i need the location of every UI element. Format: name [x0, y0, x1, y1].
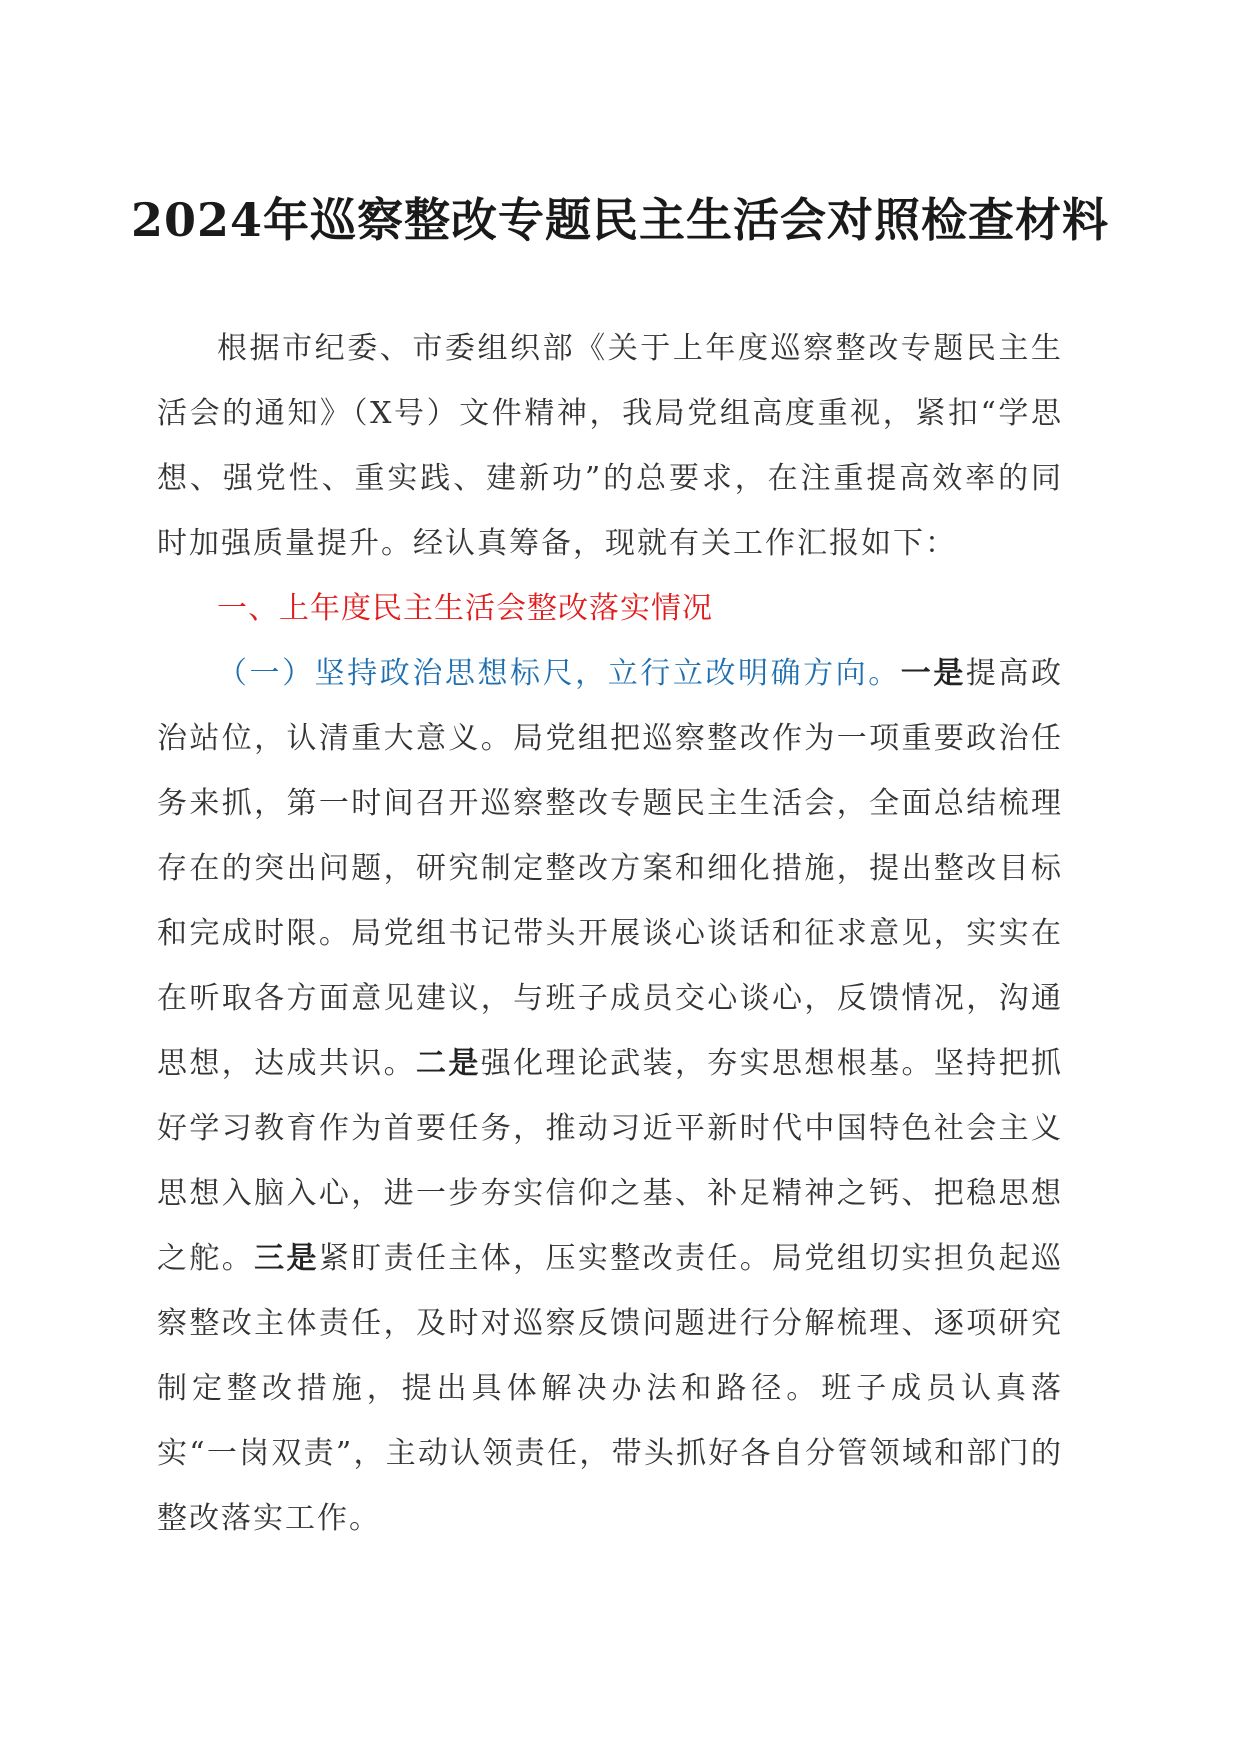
subsection-1-text-1: 提高政治站位，认清重大意义。局党组把巡察整改作为一项重要政治任务来抓，第一时间召开巡察整改专题民主生活会，全面总结梳理存在的突出问题，研究制定整改方案和细化措施，提出整改目标和完成时限。局党组书记带头开展谈心谈话和征求意见，实实在在听取各方面意见建议，与班子成员交心谈心，反馈情况，沟通思想，达成共识。 [157, 656, 1064, 1081]
subsection-1-heading: （一）坚持政治思想标尺，立行立改明确方向。 [217, 656, 901, 691]
subsection-1-text-3: 紧盯责任主体，压实整改责任。局党组切实担负起巡察整改主体责任，及时对巡察反馈问题进行分解梳理、逐项研究制定整改措施，提出具体解决办法和路径。班子成员认真落实“一岗双责”，主动认领责任，带头抓好各自分管领域和部门的整改落实工作。 [157, 1241, 1064, 1536]
subsection-1-text-2: 强化理论武装，夯实思想根基。坚持把抓好学习教育作为首要任务，推动习近平新时代中国特色社会主义思想入脑入心，进一步夯实信仰之基、补足精神之钙、把稳思想之舵。 [157, 1046, 1064, 1276]
section-1-paragraph [157, 576, 1063, 641]
document-title: 2024年巡察整改专题民主生活会对照检查材料 [130, 193, 1110, 247]
keyword-second: 二是 [415, 1046, 481, 1081]
document-body [157, 316, 1063, 1551]
subsection-1-paragraph [157, 641, 1063, 1551]
keyword-third: 三是 [254, 1241, 319, 1276]
intro-paragraph: 根据市纪委、市委组织部《关于上年度巡察整改专题民主生活会的通知》（X号）文件精神，我局党组高度重视，紧扣“学思想、强党性、重实践、建新功”的总要求，在注重提高效率的同时加强质量提升。经认真筹备，现就有关工作汇报如下： [157, 331, 1063, 561]
section-1-heading: 一、上年度民主生活会整改落实情况 [217, 591, 713, 626]
keyword-first: 一是 [900, 656, 966, 691]
